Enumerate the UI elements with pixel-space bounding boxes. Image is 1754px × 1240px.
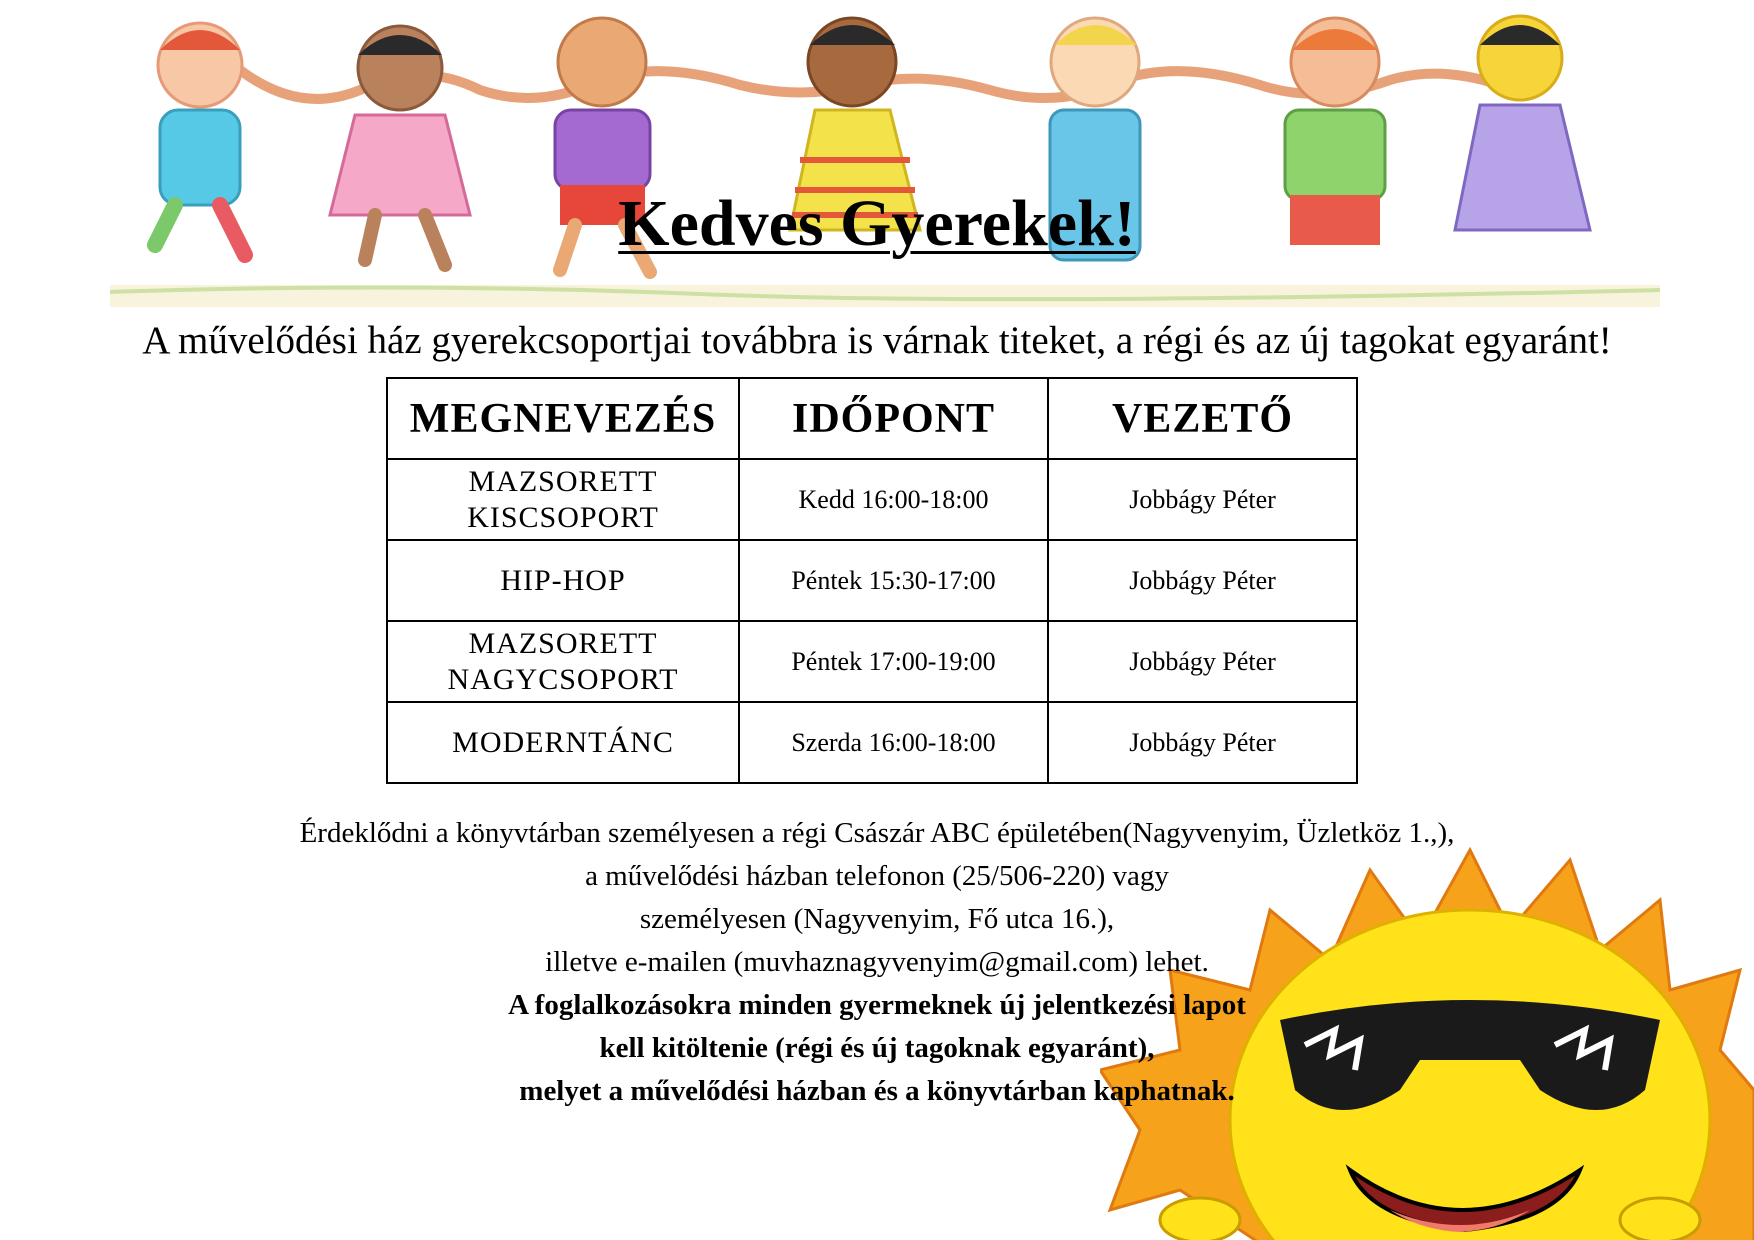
group-name-cell [387, 459, 739, 540]
group-time-cell: Szerda 16:00-18:00 [739, 702, 1048, 783]
group-name-line2: NAGYCSOPORT [447, 662, 679, 696]
info-line: a művelődési házban telefonon (25/506-220) vagy [585, 860, 1169, 892]
children-banner-illustration [0, 0, 1754, 330]
table-header-row [387, 378, 1357, 459]
info-line: illetve e-mailen (muvhaznagyvenyim@gmail.com) lehet. [545, 946, 1209, 978]
table-row [387, 621, 1357, 702]
group-name-line1: MODERNTÁNC [452, 725, 674, 759]
table-row [387, 540, 1357, 621]
group-name-cell [387, 702, 739, 783]
group-name-line2: KISCSOPORT [467, 500, 659, 534]
group-name-cell [387, 540, 739, 621]
header-name: MEGNEVEZÉS [387, 378, 739, 459]
group-name-line1: HIP-HOP [500, 563, 626, 597]
group-leader-cell: Jobbágy Péter [1048, 540, 1357, 621]
info-line: Érdeklődni a könyvtárban személyesen a régi Császár ABC épületében(Nagyvenyim, Üzletköz 1.,), [299, 817, 1455, 849]
group-leader-cell: Jobbágy Péter [1048, 459, 1357, 540]
header-leader: VEZETŐ [1048, 378, 1357, 459]
info-line: személyesen (Nagyvenyim, Fő utca 16.), [639, 903, 1115, 935]
group-leader-cell: Jobbágy Péter [1048, 702, 1357, 783]
intro-text: A művelődési ház gyerekcsoportjai továbbra is várnak titeket, a régi és az új tagokat egyaránt! [142, 319, 1612, 362]
group-time-cell: Kedd 16:00-18:00 [739, 459, 1048, 540]
header-time: IDŐPONT [739, 378, 1048, 459]
group-time-cell: Péntek 17:00-19:00 [739, 621, 1048, 702]
table-row [387, 459, 1357, 540]
group-leader-cell: Jobbágy Péter [1048, 621, 1357, 702]
info-bold-line: A foglalkozásokra minden gyermeknek új jelentkezési lapot [508, 989, 1246, 1021]
group-time-cell: Péntek 15:30-17:00 [739, 540, 1048, 621]
groups-schedule-table [386, 377, 1358, 784]
group-name-line1: MAZSORETT [468, 464, 658, 498]
page-title: Kedves Gyerekek! [618, 187, 1136, 260]
group-name-line1: MAZSORETT [468, 626, 658, 660]
info-bold-line: kell kitöltenie (régi és új tagoknak egyaránt), [599, 1032, 1155, 1064]
group-name-cell [387, 621, 739, 702]
contact-info [0, 812, 1754, 1113]
table-row [387, 702, 1357, 783]
info-bold-line: melyet a művelődési házban és a könyvtárban kaphatnak. [519, 1075, 1235, 1107]
